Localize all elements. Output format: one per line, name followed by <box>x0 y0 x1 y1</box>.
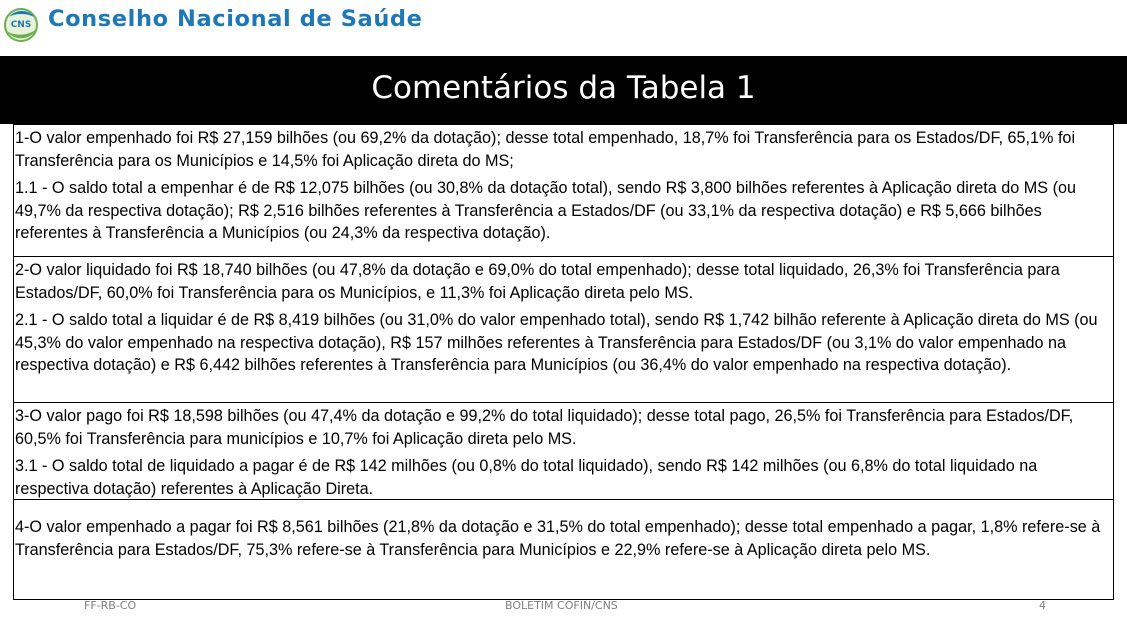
comment-paragraph: 2-O valor liquidado foi R$ 18,740 bilhões (ou 47,8% da dotação e 69,0% do total empenhado); desse total liquidado, 26,3% foi Transferência para Estados/DF, 60,0% foi Transferência para os Municípios, e 11,3% foi Aplicação direta pelo MS. <box>15 261 1060 302</box>
footer-center: BOLETIM COFIN/CNS <box>505 599 618 612</box>
logo-text: CNS <box>10 20 32 30</box>
org-name: Conselho Nacional de Saúde <box>48 6 423 32</box>
comment-block-1 <box>13 124 1114 257</box>
comment-paragraph: 1.1 - O saldo total a empenhar é de R$ 12,075 bilhões (ou 30,8% da dotação total), sendo R$ 3,800 bilhões referentes à Aplicação direta do MS (ou 49,7% da respectiva dotação); R$ 2,516 bilhões referentes à Transferência a Estados/DF (ou 33,1% da respectiva dotação) e R$ 5,666 bilhões referentes à Transferência a Municípios (ou 24,3% da respectiva dotação). <box>15 179 1076 243</box>
cns-logo-icon <box>3 5 39 43</box>
slide-title: Comentários da Tabela 1 <box>0 56 1127 124</box>
comment-paragraph: 1-O valor empenhado foi R$ 27,159 bilhões (ou 69,2% da dotação); desse total empenhado, 18,7% foi Transferência para os Estados/DF, 65,1% foi Transferência para os Municípios e 14,5% foi Aplicação direta do MS; <box>15 129 1076 170</box>
comments-table <box>13 124 1114 600</box>
comment-paragraph: 3-O valor pago foi R$ 18,598 bilhões (ou 47,4% da dotação e 99,2% do total liquidado); desse total pago, 26,5% foi Transferência para Estados/DF, 60,5% foi Transferência para municípios e 10,7% foi Aplicação direta pelo MS. <box>15 407 1074 448</box>
comment-block-4 <box>13 500 1114 600</box>
comment-block-2 <box>13 257 1114 403</box>
comment-block-3 <box>13 403 1114 500</box>
page-number: 4 <box>1039 599 1046 612</box>
footer-left: FF-RB-CO <box>84 599 137 612</box>
comment-paragraph: 2.1 - O saldo total a liquidar é de R$ 8,419 bilhões (ou 31,0% do valor empenhado total), sendo R$ 1,742 bilhão referente à Aplicação direta do MS (ou 45,3% do valor empenhado na respectiva dotação), R$ 157 milhões referentes à Transferência para Estados/DF (ou 3,1% do valor empenhado na respectiva dotação) e R$ 6,442 bilhões referentes à Transferência para Municípios (ou 36,4% do valor empenhado na respectiva dotação). <box>15 311 1098 375</box>
comment-paragraph: 3.1 - O saldo total de liquidado a pagar é de R$ 142 milhões (ou 0,8% do total liquidado), sendo R$ 142 milhões (ou 6,8% do total liquidado na respectiva dotação) referentes à Aplicação Direta. <box>15 457 1038 498</box>
header <box>0 0 1127 56</box>
comment-paragraph: 4-O valor empenhado a pagar foi R$ 8,561 bilhões (21,8% da dotação e 31,5% do total empenhado); desse total empenhado a pagar, 1,8% refere-se à Transferência para Estados/DF, 75,3% refere-se à Transferência para Municípios e 22,9% refere-se à Aplicação direta pelo MS. <box>15 518 1101 559</box>
